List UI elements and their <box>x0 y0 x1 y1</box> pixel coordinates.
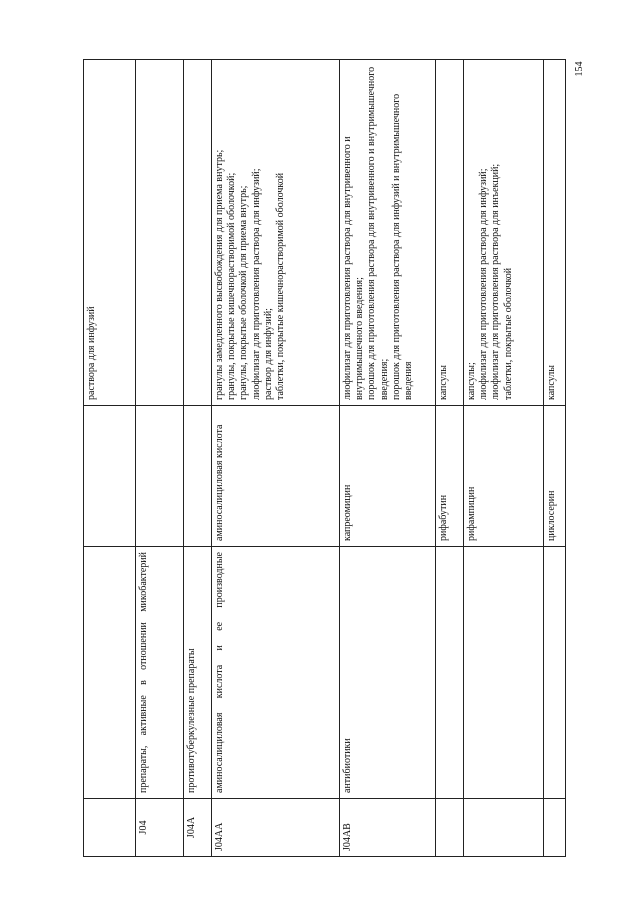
atc-code-cell <box>464 799 544 857</box>
group-cell: антибиотики <box>340 547 436 799</box>
group-cell: противотуберкулезные препараты <box>184 547 212 799</box>
table-row <box>436 60 464 857</box>
atc-code-cell: J04AA <box>212 799 340 857</box>
drug-classification-table <box>83 59 566 857</box>
group-cell <box>464 547 544 799</box>
dosage-form-cell: капсулы <box>544 60 566 406</box>
dosage-form-cell <box>136 60 184 406</box>
group-cell <box>436 547 464 799</box>
atc-code-cell: J04A <box>184 799 212 857</box>
table-row <box>340 60 436 857</box>
group-cell <box>84 547 136 799</box>
dosage-form-cell: капсулы; лиофилизат для приготовления раствора для инфузий; лиофилизат для приготовления раствора для инъекций; таблетки, покрытые оболочкой <box>464 60 544 406</box>
table-row <box>544 60 566 857</box>
drug-name-cell: рифабутин <box>436 406 464 547</box>
table-row <box>84 60 136 857</box>
page-number: 154 <box>574 61 585 77</box>
drug-name-cell <box>184 406 212 547</box>
drug-name-cell: циклосерин <box>544 406 566 547</box>
atc-code-cell <box>544 799 566 857</box>
dosage-form-cell: лиофилизат для приготовления раствора для внутривенного и внутримышечного введения; порошок для приготовления раствора для внутривенного и внутримышечного введения; порошок для приготовления раствора для инфузий и внутримышечного введения <box>340 60 436 406</box>
table-row <box>212 60 340 857</box>
drug-name-cell: капреомицин <box>340 406 436 547</box>
table-row <box>136 60 184 857</box>
drug-name-cell: рифампицин <box>464 406 544 547</box>
atc-code-cell <box>84 799 136 857</box>
dosage-form-cell: раствора для инфузий <box>84 60 136 406</box>
group-cell: препараты, активные в отношении микобактерий <box>136 547 184 799</box>
atc-code-cell <box>436 799 464 857</box>
table-row <box>184 60 212 857</box>
group-cell <box>544 547 566 799</box>
group-cell: аминосалициловая кислота и ее производные <box>212 547 340 799</box>
table-row <box>464 60 544 857</box>
atc-code-cell: J04 <box>136 799 184 857</box>
dosage-form-cell <box>184 60 212 406</box>
drug-name-cell <box>136 406 184 547</box>
atc-code-cell: J04AB <box>340 799 436 857</box>
dosage-form-cell: гранулы замедленного высвобождения для приема внутрь; гранулы, покрытые кишечнорастворимой оболочкой; гранулы, покрытые оболочкой для приема внутрь; лиофилизат для приготовления раствора для инфузий; раствор для инфузий; таблетки, покрытые кишечнорастворимой оболочкой <box>212 60 340 406</box>
drug-name-cell <box>84 406 136 547</box>
drug-name-cell: аминосалициловая кислота <box>212 406 340 547</box>
dosage-form-cell: капсулы <box>436 60 464 406</box>
